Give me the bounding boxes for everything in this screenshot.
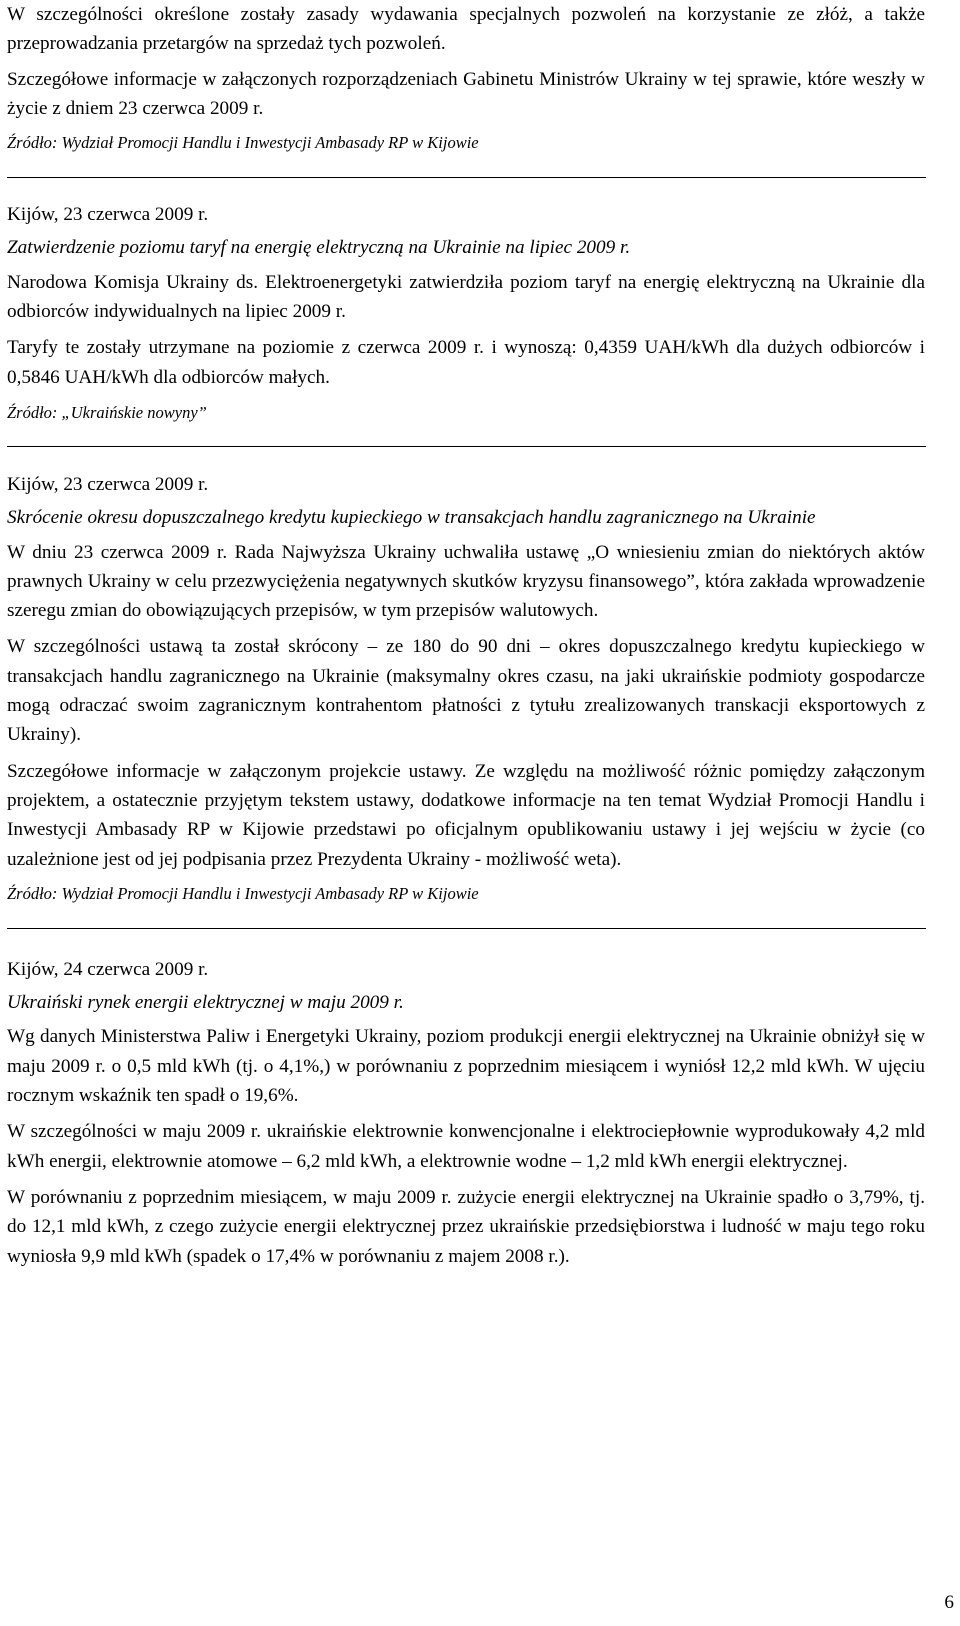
section-divider (7, 928, 926, 929)
page-number: 6 (944, 1592, 954, 1613)
section-divider (7, 446, 926, 447)
paragraph: Szczegółowe informacje w załączonym projekcie ustawy. Ze względu na możliwość różnic pomiędzy załączonym projektem, a ostatecznie przyjętym tekstem ustawy, dodatkowe informacje na ten temat Wydział Promocji Handlu i Inwestycji Ambasady RP w Kijowie przedstawi po oficjalnym opublikowaniu ustawy i jej wejściu w życie (co uzależnione jest od jej podpisania przez Prezydenta Ukrainy - możliwość weta). (7, 760, 925, 870)
paragraph: Szczegółowe informacje w załączonych rozporządzeniach Gabinetu Ministrów Ukrainy w tej sprawie, które weszły w życie z dniem 23 czerwca 2009 r. (7, 68, 925, 119)
paragraph: W porównaniu z poprzednim miesiącem, w maju 2009 r. zużycie energii elektrycznej na Ukrainie spadło o 3,79%, tj. do 12,1 mld kWh, z czego zużycie energii elektrycznej przez ukraińskie przedsiębiorstwa i ludność w maju tego roku wyniosła 9,9 mld kWh (spadek o 17,4% w porównaniu z majem 2008 r.). (7, 1186, 925, 1267)
paragraph: Wg danych Ministerstwa Paliw i Energetyki Ukrainy, poziom produkcji energii elektrycznej na Ukrainie obniżył się w maju 2009 r. o 0,5 mld kWh (tj. o 4,1%,) w porównaniu z poprzednim miesiącem i wyniósł 12,2 mld kWh. W ujęciu rocznym wskaźnik ten spadł o 19,6%. (7, 1026, 925, 1107)
section-divider (7, 177, 926, 178)
paragraph: W szczególności ustawą ta został skrócony – ze 180 do 90 dni – okres dopuszczalnego kredytu kupieckiego w transakcjach handlu zagranicznego na Ukrainie (maksymalny okres czasu, na jaki ukraińskie podmioty gospodarcze mogą odraczać swoim zagranicznym kontrahentom płatności z tytułu zrealizowanych transkacji eksportowych z Ukrainy). (7, 636, 925, 746)
news-title: Zatwierdzenie poziomu taryf na energię elektryczną na Ukrainie na lipiec 2009 r. (7, 237, 631, 259)
news-date: Kijów, 23 czerwca 2009 r. (7, 473, 209, 495)
paragraph: Taryfy te zostały utrzymane na poziomie z czerwca 2009 r. i wynoszą: 0,4359 UAH/kWh dla dużych odbiorców i 0,5846 UAH/kWh dla odbiorców małych. (7, 337, 925, 388)
news-title: Skrócenie okresu dopuszczalnego kredytu kupieckiego w transakcjach handlu zagranicznego na Ukrainie (7, 507, 816, 529)
document-page (7, 0, 925, 1271)
paragraph: W dniu 23 czerwca 2009 r. Rada Najwyższa Ukrainy uchwaliła ustawę „O wniesieniu zmian do niektórych aktów prawnych Ukrainy w celu przezwyciężenia negatywnych skutków kryzysu finansowego”, która zakłada wprowadzenie szeregu zmian do obowiązujących przepisów, w tym przepisów walutowych. (7, 541, 925, 622)
source-note: Źródło: „Ukraińskie nowyny” (7, 402, 207, 422)
paragraph: W szczególności określone zostały zasady wydawania specjalnych pozwoleń na korzystanie ze złóż, a także przeprowadzania przetargów na sprzedaż tych pozwoleń. (7, 4, 925, 55)
news-date: Kijów, 23 czerwca 2009 r. (7, 204, 209, 226)
source-note: Źródło: Wydział Promocji Handlu i Inwestycji Ambasady RP w Kijowie (7, 133, 479, 153)
news-title: Ukraiński rynek energii elektrycznej w maju 2009 r. (7, 992, 404, 1014)
source-note: Źródło: Wydział Promocji Handlu i Inwestycji Ambasady RP w Kijowie (7, 883, 479, 903)
news-date: Kijów, 24 czerwca 2009 r. (7, 958, 209, 980)
paragraph: Narodowa Komisja Ukrainy ds. Elektroenergetyki zatwierdziła poziom taryf na energię elektryczną na Ukrainie dla odbiorców indywidualnych na lipiec 2009 r. (7, 271, 925, 323)
paragraph: W szczególności w maju 2009 r. ukraińskie elektrownie konwencjonalne i elektrociepłownie wyprodukowały 4,2 mld kWh energii, elektrownie atomowe – 6,2 mld kWh, a elektrownie wodne – 1,2 mld kWh energii elektrycznej. (7, 1121, 925, 1172)
